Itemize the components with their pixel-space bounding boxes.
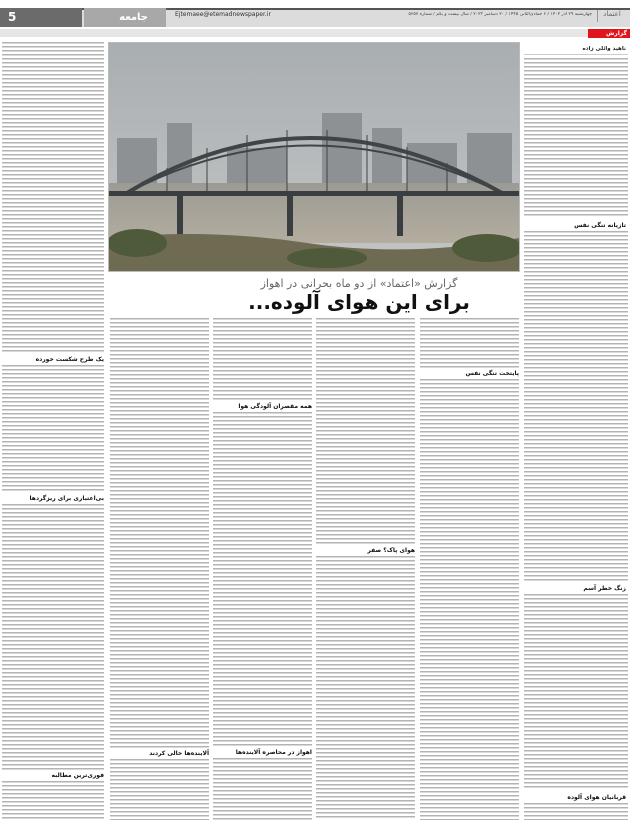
- body-text: [524, 231, 628, 581]
- article-photo: [108, 42, 520, 272]
- ahvaz-bridge-photo: [108, 43, 519, 272]
- section-label: جامعه: [84, 8, 166, 27]
- body-text: [213, 318, 312, 402]
- article-headline: برای این هوای آلوده...: [248, 290, 470, 314]
- body-text: [524, 803, 628, 820]
- body-text: [524, 58, 628, 216]
- category-tag: گزارش: [588, 29, 630, 38]
- body-text: [524, 594, 628, 789]
- subheading: قربانیان هوای آلوده: [567, 794, 626, 801]
- subheading: یک طرح شکست خورده: [35, 356, 104, 363]
- body-text: [316, 318, 415, 546]
- body-text: [2, 781, 104, 820]
- body-text: [2, 42, 104, 354]
- body-text: [2, 365, 104, 493]
- subheading: تازیانه تنگی نفس: [574, 222, 626, 229]
- subheading: بی‌اعتباری برای ریزگردها: [29, 495, 104, 502]
- body-text: [213, 758, 312, 820]
- body-text: [110, 318, 209, 748]
- subheading: هوای پاک؟ صفر: [367, 547, 415, 554]
- article-kicker: گزارش «اعتماد» از دو ماه بحرانی در اهواز: [260, 277, 458, 290]
- subheading: فوری‌ترین مطالبه: [51, 772, 104, 779]
- page-number: 5: [0, 8, 82, 27]
- subheading: زنگ خطر آسم: [583, 585, 626, 592]
- author-byline: ناهید وائلی زاده: [582, 46, 626, 52]
- body-text: [316, 556, 415, 820]
- subheading: همه مقصران آلودگی هوا: [238, 403, 312, 410]
- divider: [524, 54, 628, 55]
- body-text: [420, 318, 519, 368]
- date-line: چهارشنبه ۲۹ آذر ۱۴۰۲ / ۶ جمادی‌الثانی ۱۴۴۵ / ۲۰ دسامبر ۲۰۲۳ / سال بیست و یکم / شماره ۵۶۵۷: [408, 12, 592, 17]
- category-strip: [0, 29, 630, 37]
- newspaper-logo: اعتماد: [597, 10, 626, 22]
- subheading: اهواز در محاصره آلاینده‌ها: [235, 749, 312, 756]
- subheading: پایتخت تنگی نفس: [465, 370, 519, 377]
- body-text: [420, 379, 519, 820]
- body-text: [110, 759, 209, 820]
- email-link[interactable]: Ejtemaee@etemadnewspaper.ir: [175, 11, 271, 18]
- body-text: [213, 412, 312, 747]
- body-text: [2, 504, 104, 770]
- subheading: آلاینده‌ها خالی کردند: [149, 750, 209, 757]
